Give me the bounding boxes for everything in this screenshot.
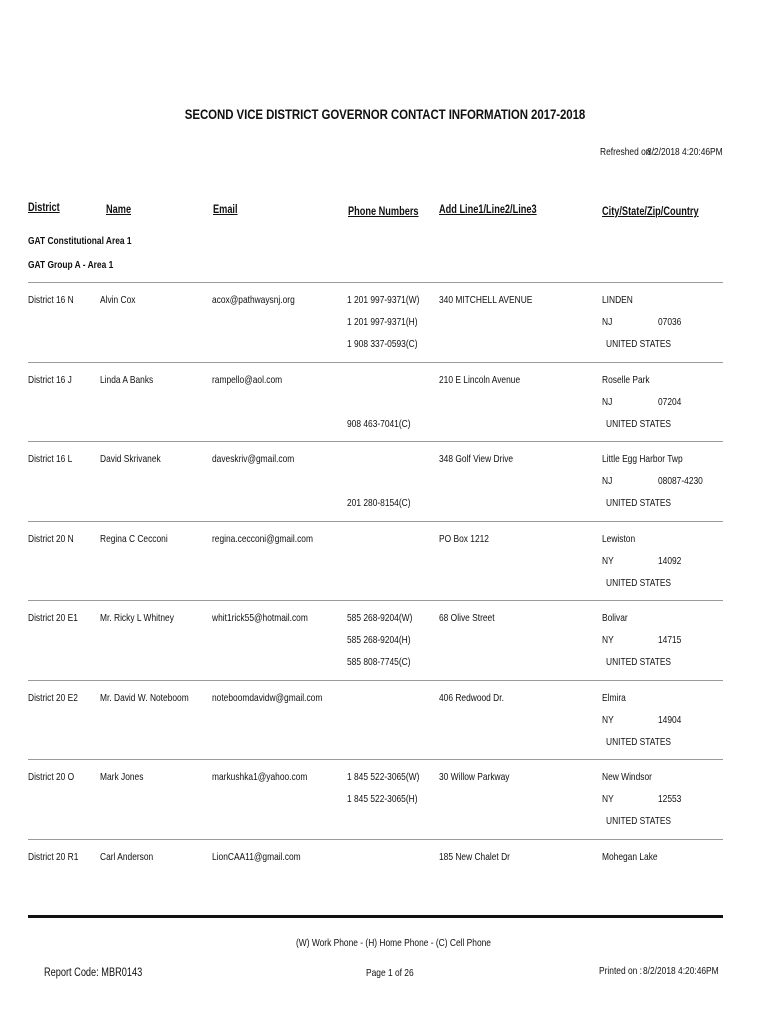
row-divider [28,521,723,522]
row-divider [28,759,723,760]
cell-country: UNITED STATES [606,577,672,589]
cell-address: 406 Redwood Dr. [439,692,504,704]
cell-address: 68 Olive Street [439,612,495,624]
column-header-district: District [28,202,60,214]
cell-phone: 1 201 997-9371(W) [347,294,420,306]
cell-address: 30 Willow Parkway [439,771,510,783]
cell-phone: 585 268-9204(H) [347,634,411,646]
cell-district: District 20 E2 [28,692,78,704]
cell-city: Bolivar [602,612,628,624]
cell-state: NY [602,793,614,805]
cell-district: District 20 N [28,533,74,545]
column-header-name: Name [106,204,132,216]
row-divider [28,839,723,840]
cell-phone: 201 280-8154(C) [347,497,411,509]
cell-state: NJ [602,396,613,408]
cell-state: NJ [602,316,613,328]
cell-city: LINDEN [602,294,633,306]
column-header-address: Add Line1/Line2/Line3 [439,204,537,216]
report-title: SECOND VICE DISTRICT GOVERNOR CONTACT INFORMATION 2017-2018 [184,106,586,122]
cell-district: District 20 O [28,771,75,783]
cell-country: UNITED STATES [606,418,672,430]
cell-name: Linda A Banks [100,374,154,386]
cell-city: New Windsor [602,771,652,783]
cell-email: acox@pathwaysnj.org [212,294,295,306]
cell-city: Lewiston [602,533,636,545]
row-divider [28,600,723,601]
cell-name: Alvin Cox [100,294,136,306]
cell-zip: 07036 [658,316,682,328]
cell-email: markushka1@yahoo.com [212,771,308,783]
row-divider [28,362,723,363]
group-label: GAT Group A - Area 1 [28,259,114,271]
cell-country: UNITED STATES [606,497,672,509]
cell-district: District 20 R1 [28,851,79,863]
cell-zip: 07204 [658,396,682,408]
row-divider [28,282,723,283]
cell-district: District 16 L [28,453,73,465]
cell-city: Mohegan Lake [602,851,658,863]
cell-email: whit1rick55@hotmail.com [212,612,308,624]
refreshed-label: Refreshed on : [600,146,656,158]
cell-phone: 908 463-7041(C) [347,418,411,430]
cell-state: NY [602,555,614,567]
column-header-phone: Phone Numbers [348,206,419,218]
cell-phone: 1 845 522-3065(H) [347,793,418,805]
cell-city: Little Egg Harbor Twp [602,453,683,465]
footer-divider [28,915,723,918]
cell-email: daveskriv@gmail.com [212,453,295,465]
cell-zip: 14904 [658,714,682,726]
cell-email: LionCAA11@gmail.com [212,851,301,863]
cell-city: Elmira [602,692,626,704]
cell-city: Roselle Park [602,374,650,386]
cell-name: Mr. David W. Noteboom [100,692,189,704]
cell-address: 185 New Chalet Dr [439,851,510,863]
group-area-label: GAT Constitutional Area 1 [28,235,132,247]
cell-district: District 16 J [28,374,72,386]
cell-name: Mark Jones [100,771,144,783]
cell-name: Regina C Cecconi [100,533,168,545]
cell-zip: 14092 [658,555,682,567]
cell-address: PO Box 1212 [439,533,489,545]
cell-country: UNITED STATES [606,815,672,827]
cell-country: UNITED STATES [606,656,672,668]
cell-address: 348 Golf View Drive [439,453,514,465]
cell-phone: 585 808-7745(C) [347,656,411,668]
cell-state: NJ [602,475,613,487]
cell-state: NY [602,714,614,726]
cell-phone: 1 845 522-3065(W) [347,771,420,783]
cell-email: noteboomdavidw@gmail.com [212,692,323,704]
column-header-email: Email [213,204,238,216]
cell-country: UNITED STATES [606,736,672,748]
cell-country: UNITED STATES [606,338,672,350]
cell-address: 340 MITCHELL AVENUE [439,294,533,306]
cell-zip: 12553 [658,793,682,805]
row-divider [28,441,723,442]
cell-name: Mr. Ricky L Whitney [100,612,174,624]
cell-zip: 08087-4230 [658,475,703,487]
cell-phone: 585 268-9204(W) [347,612,413,624]
cell-email: regina.cecconi@gmail.com [212,533,313,545]
cell-phone: 1 201 997-9371(H) [347,316,418,328]
cell-address: 210 E Lincoln Avenue [439,374,521,386]
page-number: Page 1 of 26 [366,967,414,979]
cell-name: David Skrivanek [100,453,161,465]
refreshed-value: 8/2/2018 4:20:46PM [647,146,723,158]
cell-state: NY [602,634,614,646]
cell-phone: 1 908 337-0593(C) [347,338,418,350]
cell-email: rampello@aol.com [212,374,283,386]
phone-legend: (W) Work Phone - (H) Home Phone - (C) Cell Phone [296,937,491,949]
cell-zip: 14715 [658,634,682,646]
printed-value: 8/2/2018 4:20:46PM [643,965,719,977]
report-code: Report Code: MBR0143 [44,967,143,979]
cell-district: District 20 E1 [28,612,78,624]
printed-label: Printed on : [599,965,642,977]
cell-name: Carl Anderson [100,851,154,863]
cell-district: District 16 N [28,294,74,306]
column-header-city: City/State/Zip/Country [602,206,699,218]
row-divider [28,680,723,681]
